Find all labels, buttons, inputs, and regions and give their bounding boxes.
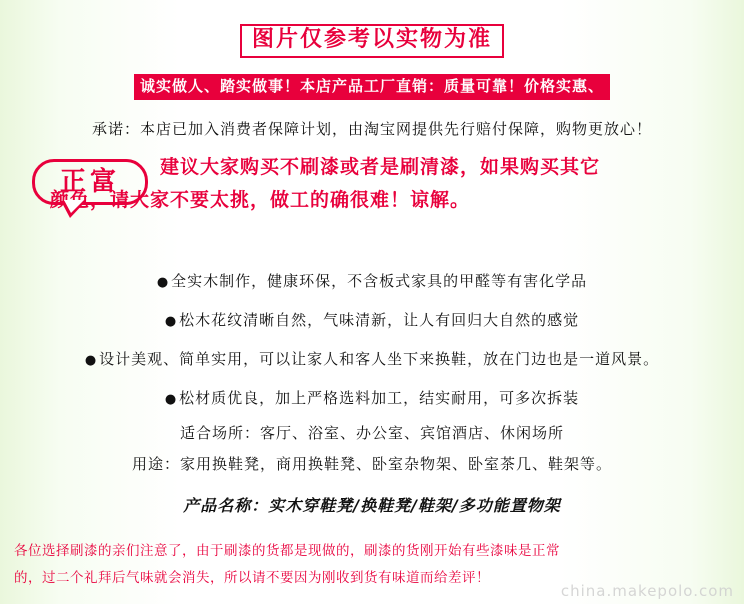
detail-label: 用途：	[131, 455, 180, 474]
list-item	[10, 261, 734, 300]
page-title: 图片仅参考以实物为准	[240, 24, 504, 58]
list-item-label: 设计美观、简单实用，可以让家人和客人坐下来换鞋，放在门边也是一道风景。	[99, 350, 660, 369]
product-name-value: 实木穿鞋凳/换鞋凳/鞋架/多功能置物架	[268, 496, 561, 516]
brand-badge: 正富	[32, 159, 148, 205]
watermark: china.makepolo.com	[560, 582, 734, 600]
title-container	[10, 24, 734, 58]
detail-row-usage	[10, 448, 734, 479]
product-name-label: 产品名称：	[183, 496, 269, 516]
product-name-row	[10, 493, 734, 516]
slogan-container	[10, 74, 734, 100]
advice-section	[10, 151, 734, 247]
bullet-dot-icon: ●	[164, 392, 178, 408]
bullet-dot-icon: ●	[164, 314, 178, 330]
list-item-label: 全实木制作，健康环保，不含板式家具的甲醛等有害化学品	[171, 272, 588, 291]
list-item	[10, 300, 734, 339]
detail-row-places	[10, 417, 734, 448]
bullet-dot-icon: ●	[84, 353, 98, 369]
list-item	[10, 378, 734, 417]
list-item-label: 松材质优良，加上严格选料加工，结实耐用，可多次拆装	[179, 389, 580, 408]
list-item	[10, 339, 734, 378]
list-item-label: 松木花纹清晰自然，气味清新，让人有回归大自然的感觉	[179, 311, 580, 330]
bullet-dot-icon: ●	[156, 275, 170, 291]
advice-line-2: 颜色，请大家不要太挑，做工的确很难！谅解。	[50, 189, 471, 212]
feature-list	[10, 261, 734, 417]
detail-value: 家用换鞋凳，商用换鞋凳、卧室杂物架、卧室茶几、鞋架等。	[180, 455, 613, 474]
promise-text: 承诺：本店已加入消费者保障计划，由淘宝网提供先行赔付保障，购物更放心！	[91, 120, 652, 139]
detail-label: 适合场所：	[179, 424, 260, 443]
detail-value: 客厅、浴室、办公室、宾馆酒店、休闲场所	[260, 424, 565, 443]
paint-notice-line-2: 的，过二个礼拜后气味就会消失，所以请不要因为刚收到货有味道而给差评！	[14, 569, 490, 586]
paint-notice-line-1: 各位选择刷漆的亲们注意了，由于刷漆的货都是现做的，刷漆的货刚开始有些漆味是正常	[14, 543, 560, 560]
advice-line-1: 建议大家购买不刷漆或者是刷清漆，如果购买其它	[160, 156, 601, 179]
slogan-banner: 诚实做人、踏实做事！本店产品工厂直销：质量可靠！价格实惠、	[134, 74, 610, 100]
